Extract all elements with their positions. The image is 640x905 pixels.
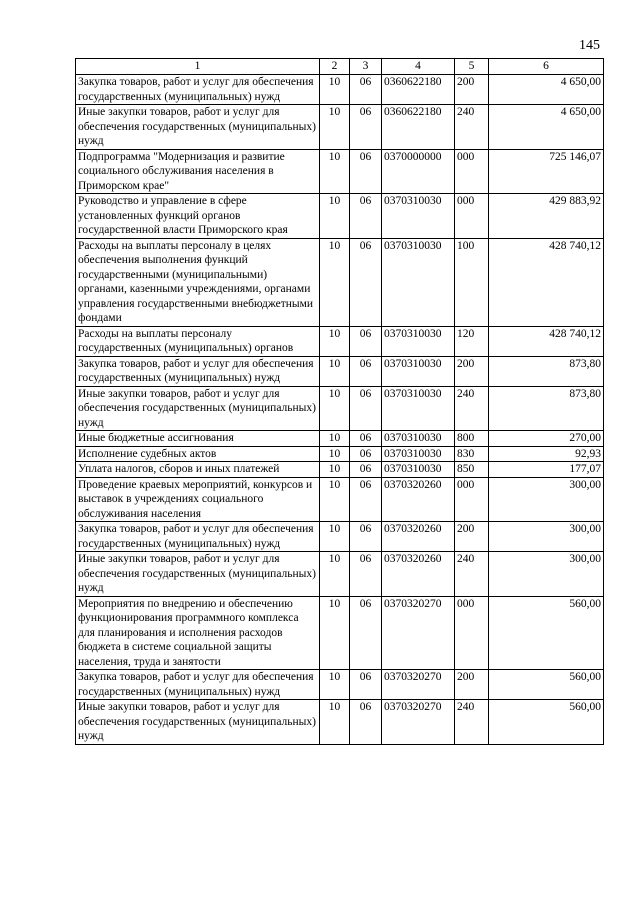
row-subsection-cell: 06 xyxy=(350,670,382,700)
table-row xyxy=(76,552,604,597)
row-name-cell: Иные закупки товаров, работ и услуг для обеспечения государственных (муниципальных) нужд xyxy=(76,552,320,597)
row-name-cell: Закупка товаров, работ и услуг для обеспечения государственных (муниципальных) нужд xyxy=(76,670,320,700)
row-target-code-cell: 0370320270 xyxy=(382,670,455,700)
table-row xyxy=(76,386,604,431)
row-section-cell: 10 xyxy=(320,431,350,447)
row-target-code-cell: 0370320270 xyxy=(382,596,455,670)
row-expense-type-cell: 800 xyxy=(455,431,489,447)
row-section-cell: 10 xyxy=(320,596,350,670)
row-amount-cell: 725 146,07 xyxy=(489,149,604,194)
row-amount-cell: 428 740,12 xyxy=(489,326,604,356)
row-name-cell: Расходы на выплаты персоналу в целях обеспечения выполнения функций государственными (муниципальными) органами, казенными учреждениями, органами управления государственными внебюджетными фондами xyxy=(76,238,320,326)
row-target-code-cell: 0370000000 xyxy=(382,149,455,194)
row-subsection-cell: 06 xyxy=(350,356,382,386)
table-header xyxy=(76,59,604,75)
row-subsection-cell: 06 xyxy=(350,477,382,522)
row-target-code-cell: 0370310030 xyxy=(382,326,455,356)
row-section-cell: 10 xyxy=(320,522,350,552)
row-expense-type-cell: 000 xyxy=(455,194,489,239)
row-subsection-cell: 06 xyxy=(350,446,382,462)
row-subsection-cell: 06 xyxy=(350,386,382,431)
row-name-cell: Иные закупки товаров, работ и услуг для обеспечения государственных (муниципальных) нужд xyxy=(76,700,320,745)
table-row xyxy=(76,238,604,326)
row-target-code-cell: 0360622180 xyxy=(382,75,455,105)
table-row xyxy=(76,326,604,356)
row-expense-type-cell: 200 xyxy=(455,670,489,700)
header-col-1: 1 xyxy=(76,59,320,75)
row-section-cell: 10 xyxy=(320,462,350,478)
row-target-code-cell: 0370310030 xyxy=(382,431,455,447)
row-section-cell: 10 xyxy=(320,386,350,431)
row-subsection-cell: 06 xyxy=(350,522,382,552)
table-row xyxy=(76,596,604,670)
row-amount-cell: 300,00 xyxy=(489,477,604,522)
row-section-cell: 10 xyxy=(320,356,350,386)
row-name-cell: Руководство и управление в сфере установленных функций органов государственной власти Приморского края xyxy=(76,194,320,239)
row-amount-cell: 4 650,00 xyxy=(489,105,604,150)
row-expense-type-cell: 830 xyxy=(455,446,489,462)
row-amount-cell: 873,80 xyxy=(489,356,604,386)
row-name-cell: Иные закупки товаров, работ и услуг для обеспечения государственных (муниципальных) нужд xyxy=(76,105,320,150)
row-section-cell: 10 xyxy=(320,194,350,239)
row-amount-cell: 429 883,92 xyxy=(489,194,604,239)
row-subsection-cell: 06 xyxy=(350,149,382,194)
row-expense-type-cell: 000 xyxy=(455,596,489,670)
row-name-cell: Подпрограмма "Модернизация и развитие социального обслуживания населения в Приморском крае" xyxy=(76,149,320,194)
row-target-code-cell: 0370310030 xyxy=(382,238,455,326)
row-section-cell: 10 xyxy=(320,446,350,462)
header-row xyxy=(76,59,604,75)
row-amount-cell: 560,00 xyxy=(489,700,604,745)
row-expense-type-cell: 200 xyxy=(455,522,489,552)
budget-table xyxy=(75,58,604,745)
row-name-cell: Иные бюджетные ассигнования xyxy=(76,431,320,447)
row-expense-type-cell: 200 xyxy=(455,75,489,105)
table-row xyxy=(76,105,604,150)
row-section-cell: 10 xyxy=(320,149,350,194)
row-subsection-cell: 06 xyxy=(350,552,382,597)
row-name-cell: Иные закупки товаров, работ и услуг для обеспечения государственных (муниципальных) нужд xyxy=(76,386,320,431)
row-amount-cell: 270,00 xyxy=(489,431,604,447)
row-section-cell: 10 xyxy=(320,700,350,745)
row-subsection-cell: 06 xyxy=(350,462,382,478)
table-row xyxy=(76,462,604,478)
row-name-cell: Закупка товаров, работ и услуг для обеспечения государственных (муниципальных) нужд xyxy=(76,356,320,386)
header-col-4: 4 xyxy=(382,59,455,75)
row-target-code-cell: 0370320260 xyxy=(382,477,455,522)
row-subsection-cell: 06 xyxy=(350,596,382,670)
row-expense-type-cell: 000 xyxy=(455,149,489,194)
row-expense-type-cell: 200 xyxy=(455,356,489,386)
table-row xyxy=(76,431,604,447)
row-subsection-cell: 06 xyxy=(350,326,382,356)
row-amount-cell: 300,00 xyxy=(489,522,604,552)
row-subsection-cell: 06 xyxy=(350,238,382,326)
row-subsection-cell: 06 xyxy=(350,700,382,745)
row-name-cell: Уплата налогов, сборов и иных платежей xyxy=(76,462,320,478)
table-body xyxy=(76,75,604,745)
header-col-3: 3 xyxy=(350,59,382,75)
row-section-cell: 10 xyxy=(320,477,350,522)
row-section-cell: 10 xyxy=(320,75,350,105)
table-row xyxy=(76,522,604,552)
row-amount-cell: 92,93 xyxy=(489,446,604,462)
row-target-code-cell: 0370310030 xyxy=(382,194,455,239)
row-amount-cell: 177,07 xyxy=(489,462,604,478)
row-expense-type-cell: 000 xyxy=(455,477,489,522)
row-expense-type-cell: 100 xyxy=(455,238,489,326)
row-target-code-cell: 0370310030 xyxy=(382,462,455,478)
table-row xyxy=(76,446,604,462)
row-subsection-cell: 06 xyxy=(350,431,382,447)
row-name-cell: Исполнение судебных актов xyxy=(76,446,320,462)
row-section-cell: 10 xyxy=(320,552,350,597)
table-row xyxy=(76,700,604,745)
row-target-code-cell: 0360622180 xyxy=(382,105,455,150)
row-section-cell: 10 xyxy=(320,326,350,356)
table-row xyxy=(76,194,604,239)
table-row xyxy=(76,149,604,194)
row-amount-cell: 560,00 xyxy=(489,596,604,670)
row-name-cell: Проведение краевых мероприятий, конкурсов и выставок в учреждениях социального обслуживания населения xyxy=(76,477,320,522)
row-target-code-cell: 0370310030 xyxy=(382,446,455,462)
table-row xyxy=(76,75,604,105)
row-name-cell: Расходы на выплаты персоналу государственных (муниципальных) органов xyxy=(76,326,320,356)
page-number: 145 xyxy=(579,38,600,53)
table-row xyxy=(76,670,604,700)
row-name-cell: Мероприятия по внедрению и обеспечению функционирования программного комплекса для планирования и исполнения расходов бюджета в системе социальной защиты населения, труда и занятости xyxy=(76,596,320,670)
row-amount-cell: 4 650,00 xyxy=(489,75,604,105)
row-subsection-cell: 06 xyxy=(350,194,382,239)
row-name-cell: Закупка товаров, работ и услуг для обеспечения государственных (муниципальных) нужд xyxy=(76,522,320,552)
row-name-cell: Закупка товаров, работ и услуг для обеспечения государственных (муниципальных) нужд xyxy=(76,75,320,105)
row-target-code-cell: 0370320270 xyxy=(382,700,455,745)
row-expense-type-cell: 850 xyxy=(455,462,489,478)
header-col-5: 5 xyxy=(455,59,489,75)
row-expense-type-cell: 240 xyxy=(455,552,489,597)
table-row xyxy=(76,477,604,522)
row-amount-cell: 873,80 xyxy=(489,386,604,431)
row-section-cell: 10 xyxy=(320,105,350,150)
row-section-cell: 10 xyxy=(320,670,350,700)
row-expense-type-cell: 120 xyxy=(455,326,489,356)
row-amount-cell: 300,00 xyxy=(489,552,604,597)
row-amount-cell: 428 740,12 xyxy=(489,238,604,326)
row-section-cell: 10 xyxy=(320,238,350,326)
header-col-2: 2 xyxy=(320,59,350,75)
row-target-code-cell: 0370310030 xyxy=(382,386,455,431)
row-subsection-cell: 06 xyxy=(350,75,382,105)
row-amount-cell: 560,00 xyxy=(489,670,604,700)
row-expense-type-cell: 240 xyxy=(455,105,489,150)
row-expense-type-cell: 240 xyxy=(455,386,489,431)
table-row xyxy=(76,356,604,386)
row-target-code-cell: 0370310030 xyxy=(382,356,455,386)
row-target-code-cell: 0370320260 xyxy=(382,552,455,597)
row-expense-type-cell: 240 xyxy=(455,700,489,745)
row-target-code-cell: 0370320260 xyxy=(382,522,455,552)
row-subsection-cell: 06 xyxy=(350,105,382,150)
header-col-6: 6 xyxy=(489,59,604,75)
